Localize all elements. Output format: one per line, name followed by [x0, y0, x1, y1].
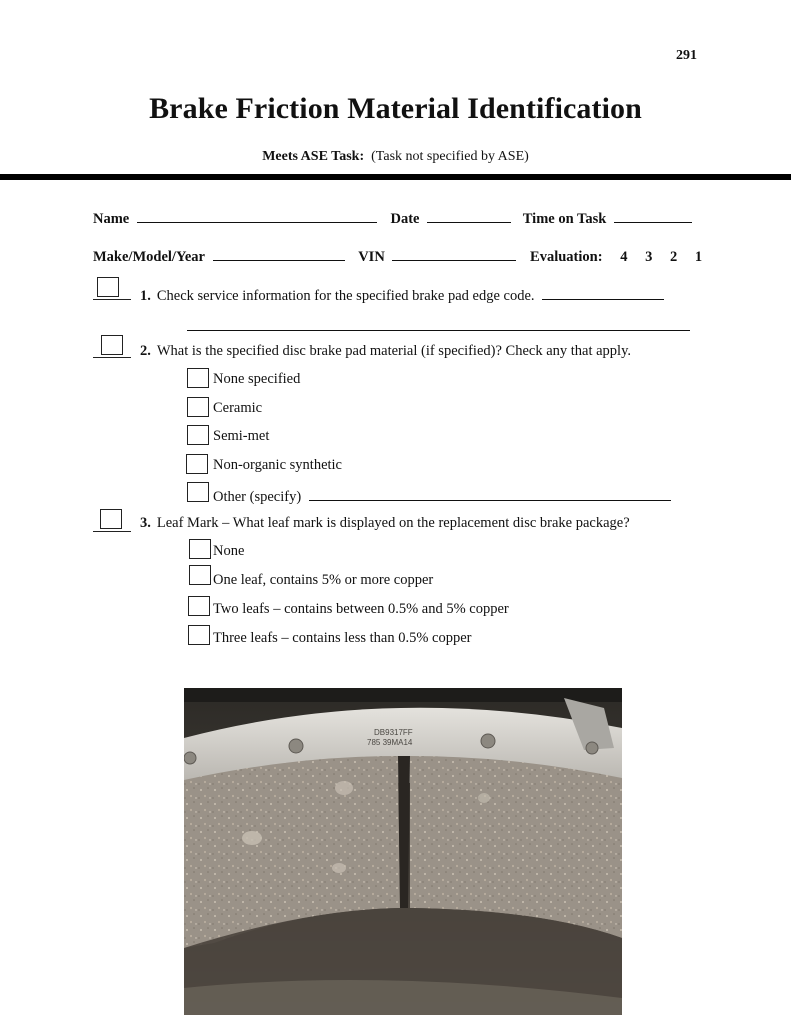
ase-task-line [0, 149, 791, 165]
option-none-specified-label: None specified [213, 371, 301, 387]
option-none-specified-checkbox[interactable] [187, 368, 209, 388]
header-divider [0, 174, 791, 180]
student-info-row [93, 208, 692, 228]
evaluation-group [530, 249, 702, 265]
name-label: Name [93, 211, 130, 227]
brake-pad-illustration [184, 688, 622, 1015]
leaf-three-label: Three leafs – contains less than 0.5% copper [213, 630, 472, 646]
question-2 [140, 343, 631, 360]
evaluation-score-4[interactable]: 4 [620, 249, 628, 265]
question-3-text: Leaf Mark – What leaf mark is displayed on the replacement disc brake package? [156, 515, 630, 531]
option-ceramic-label: Ceramic [213, 400, 263, 416]
option-non-organic-synthetic-label: Non-organic synthetic [213, 457, 342, 473]
evaluation-score-1[interactable]: 1 [694, 249, 703, 265]
vehicle-info-row [93, 246, 702, 266]
time-on-task-field[interactable] [614, 208, 692, 223]
option-semi-met-checkbox[interactable] [187, 425, 209, 445]
option-semi-met-label: Semi-met [213, 428, 270, 444]
date-label: Date [390, 211, 420, 227]
time-on-task-label: Time on Task [522, 211, 607, 227]
option-other-checkbox[interactable] [187, 482, 209, 502]
leaf-one-label: One leaf, contains 5% or more copper [213, 572, 434, 588]
make-model-year-label: Make/Model/Year [93, 249, 205, 265]
leaf-two-label: Two leafs – contains between 0.5% and 5% copper [213, 601, 509, 617]
evaluation-label: Evaluation: [530, 249, 603, 265]
leaf-one-checkbox[interactable] [189, 565, 211, 585]
question-3-number: 3. [140, 515, 151, 531]
option-ceramic-checkbox[interactable] [187, 397, 209, 417]
q1-checkbox-underline [93, 299, 131, 300]
q2-checkbox-underline [93, 357, 131, 358]
evaluation-score-2[interactable]: 2 [669, 249, 678, 265]
edge-code-line-2: 785 39MA14 [367, 738, 413, 747]
leaf-three-checkbox[interactable] [188, 625, 210, 645]
other-specify-field[interactable] [309, 486, 671, 501]
question-2-number: 2. [140, 343, 151, 359]
option-other [213, 486, 671, 506]
leaf-two-checkbox[interactable] [188, 596, 210, 616]
q3-checkbox-underline [93, 531, 131, 532]
question-1-text: Check service information for the specified brake pad edge code. [156, 288, 535, 304]
option-non-organic-synthetic-checkbox[interactable] [186, 454, 208, 474]
page-number: 291 [676, 48, 697, 63]
q2-completion-checkbox[interactable] [101, 335, 123, 355]
question-1-number: 1. [140, 288, 151, 304]
page-title: Brake Friction Material Identification [149, 92, 642, 125]
q3-completion-checkbox[interactable] [100, 509, 122, 529]
question-1 [140, 285, 664, 305]
edge-code-line-1: DB9317FF [374, 728, 413, 737]
question-2-text: What is the specified disc brake pad material (if specified)? Check any that apply. [156, 343, 632, 359]
brake-pad-photo [184, 688, 622, 1015]
date-field[interactable] [427, 208, 511, 223]
edge-code-answer-field-line-2[interactable] [187, 316, 690, 331]
vin-label: VIN [358, 249, 385, 265]
q1-completion-checkbox[interactable] [97, 277, 119, 297]
ase-task-value: (Task not specified by ASE) [371, 149, 529, 164]
leaf-none-checkbox[interactable] [189, 539, 211, 559]
name-field[interactable] [137, 208, 377, 223]
edge-code-answer-field[interactable] [542, 285, 664, 300]
evaluation-score-3[interactable]: 3 [645, 249, 653, 265]
leaf-none-label: None [213, 543, 245, 559]
ase-task-label: Meets ASE Task: [262, 149, 365, 164]
make-model-year-field[interactable] [213, 246, 345, 261]
option-other-label: Other (specify) [213, 489, 302, 505]
vin-field[interactable] [392, 246, 516, 261]
question-3 [140, 515, 630, 532]
